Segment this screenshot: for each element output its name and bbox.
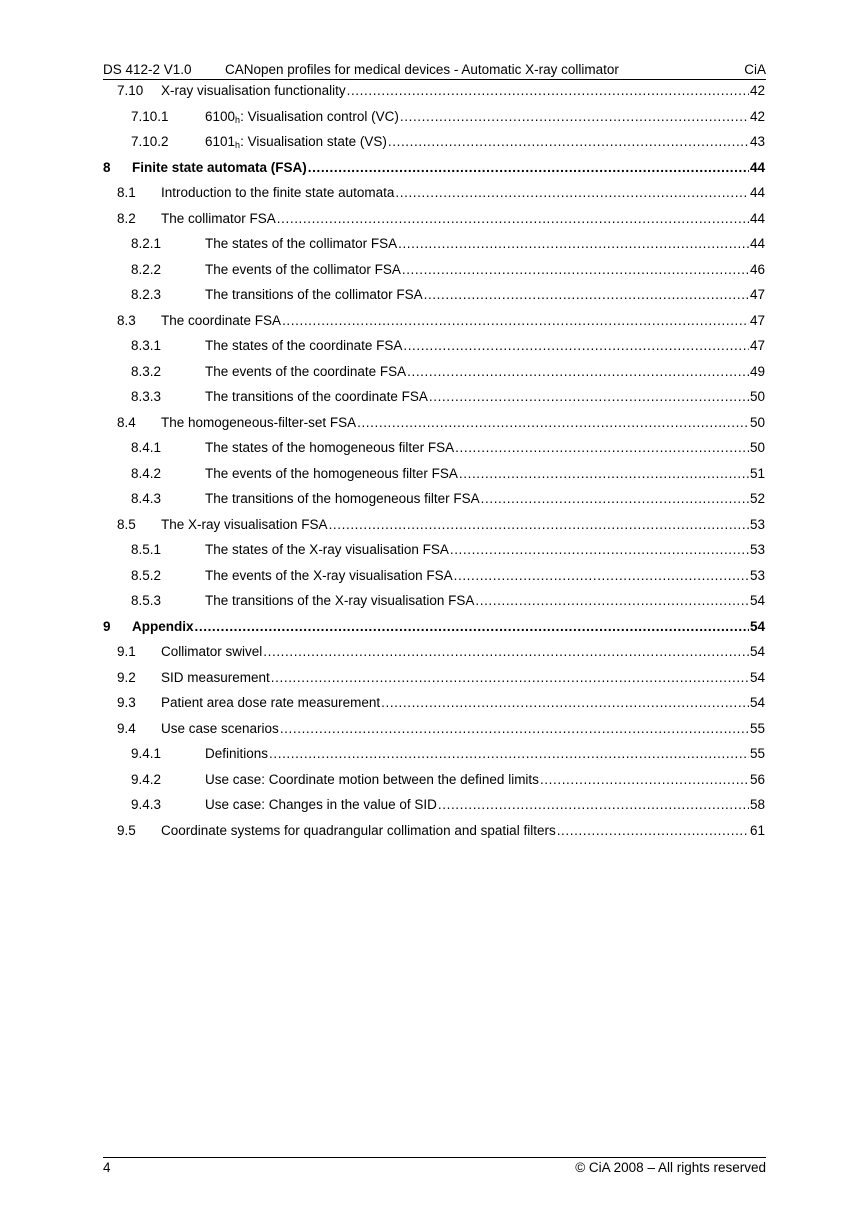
toc-entry-page: 42	[749, 83, 765, 98]
dot-leader	[402, 261, 749, 279]
toc-entry-title: The states of the coordinate FSA	[205, 338, 403, 353]
toc-entry-title-prefix: 6101	[205, 134, 236, 149]
dot-leader	[398, 235, 749, 253]
toc-entry-page: 56	[749, 771, 765, 787]
toc-entry[interactable]	[117, 694, 765, 712]
toc-entry-title	[205, 108, 399, 126]
toc-entry-page: 51	[749, 465, 765, 481]
dot-leader	[455, 439, 749, 457]
toc-entry[interactable]	[131, 108, 765, 126]
toc-entry[interactable]	[103, 159, 765, 177]
toc-entry-title: Use case: Coordinate motion between the defined limits	[205, 771, 539, 787]
toc-entry[interactable]	[131, 133, 765, 151]
toc-entry[interactable]	[131, 567, 765, 585]
toc-entry[interactable]	[117, 312, 765, 330]
header-rule	[103, 79, 766, 80]
toc-entry-number: 9.2	[117, 669, 136, 685]
toc-entry-title: Collimator swivel	[161, 644, 263, 659]
toc-entry-page: 52	[749, 491, 765, 506]
toc-entry-page: 50	[749, 414, 765, 430]
toc-entry-title: Patient area dose rate measurement	[161, 695, 381, 710]
toc-entry-page: 46	[749, 261, 765, 277]
toc-entry-number: 8.2.1	[131, 236, 162, 251]
dot-leader	[271, 669, 749, 687]
toc-entry-title: The events of the homogeneous filter FSA	[205, 465, 458, 481]
toc-entry[interactable]	[131, 796, 765, 814]
dot-leader	[407, 363, 749, 381]
toc-entry-page: 42	[749, 108, 765, 124]
toc-entry-number: 8.2.2	[131, 261, 162, 277]
dot-leader	[347, 82, 749, 100]
toc-entry-number: 9.4.2	[131, 771, 162, 787]
dot-leader	[429, 388, 749, 406]
toc-entry-page: 49	[749, 363, 765, 379]
toc-entry-title: The events of the coordinate FSA	[205, 363, 407, 379]
toc-entry-page: 54	[749, 695, 765, 710]
toc-entry-title-prefix: 6100	[205, 108, 236, 124]
toc-entry-number: 7.10.1	[131, 108, 169, 124]
toc-entry-title: Use case scenarios	[161, 720, 279, 736]
toc-entry-title: The events of the X-ray visualisation FSA	[205, 567, 453, 583]
toc-entry[interactable]	[131, 592, 765, 610]
toc-entry-page: 53	[749, 542, 765, 557]
header-org: CiA	[744, 62, 766, 77]
toc-entry-title: Definitions	[205, 746, 269, 761]
hex-suffix: h	[235, 114, 241, 125]
toc-entry-number: 8.3.2	[131, 363, 162, 379]
toc-entry-title: Coordinate systems for quadrangular collimation and spatial filters	[161, 822, 556, 838]
toc-entry[interactable]	[131, 465, 765, 483]
toc-entry[interactable]	[117, 643, 765, 661]
toc-entry-page: 58	[749, 797, 765, 812]
toc-entry-number: 8.4	[117, 414, 136, 430]
toc-entry-number: 9.1	[117, 644, 136, 659]
page-footer	[103, 1159, 766, 1177]
toc-entry-number: 9.3	[117, 695, 136, 710]
toc-entry-number: 8.2	[117, 210, 136, 226]
toc-entry-title: The states of the X-ray visualisation FSA	[205, 542, 449, 557]
toc-entry[interactable]	[131, 388, 765, 406]
toc-entry-number: 8.4.2	[131, 465, 162, 481]
footer-rule	[103, 1157, 766, 1158]
dot-leader	[459, 465, 749, 483]
toc-entry-page: 50	[749, 389, 765, 404]
dot-leader	[195, 618, 749, 636]
toc-entry[interactable]	[131, 771, 765, 789]
toc-entry-page: 54	[749, 618, 765, 634]
toc-entry-title: Use case: Changes in the value of SID	[205, 797, 437, 812]
dot-leader	[388, 133, 749, 151]
dot-leader	[263, 643, 749, 661]
toc-entry-title: The transitions of the homogeneous filter FSA	[205, 491, 480, 506]
toc-entry-title: X-ray visualisation functionality	[161, 83, 346, 98]
toc-entry-title: Finite state automata (FSA)	[132, 159, 307, 175]
toc-entry-title: The transitions of the collimator FSA	[205, 287, 423, 302]
toc-entry-page: 55	[749, 720, 765, 736]
toc-entry[interactable]	[117, 210, 765, 228]
dot-leader	[400, 108, 749, 126]
dot-leader	[438, 796, 749, 814]
dot-leader	[277, 210, 749, 228]
toc-entry-page: 54	[749, 593, 765, 608]
toc-entry[interactable]	[103, 618, 765, 636]
toc-entry-number: 8.5.2	[131, 567, 162, 583]
dot-leader	[329, 516, 749, 534]
toc-entry-number: 8.5	[117, 516, 136, 532]
toc-entry-title: The X-ray visualisation FSA	[161, 516, 328, 532]
toc-entry-title: SID measurement	[161, 669, 270, 685]
toc-entry[interactable]	[131, 235, 765, 253]
dot-leader	[475, 592, 749, 610]
toc-entry-number: 9	[103, 618, 111, 634]
toc-entry-number: 8.3.3	[131, 389, 162, 404]
toc-entry[interactable]	[117, 414, 765, 432]
toc-entry-number: 8.4.3	[131, 491, 162, 506]
toc-entry-title: The transitions of the X-ray visualisation FSA	[205, 593, 475, 608]
toc-entry[interactable]	[117, 184, 765, 202]
toc-entry-page: 44	[749, 159, 765, 175]
toc-entry-number: 9.5	[117, 822, 136, 838]
toc-entry-page: 61	[749, 822, 765, 838]
header-doc-id: DS 412-2 V1.0	[103, 62, 192, 77]
toc-entry-page: 44	[749, 185, 765, 200]
dot-leader	[357, 414, 749, 432]
toc-entry-page: 43	[749, 134, 765, 149]
dot-leader	[540, 771, 749, 789]
dot-leader	[395, 184, 749, 202]
toc-entry-number: 8.5.1	[131, 542, 162, 557]
toc-entry-number: 8.4.1	[131, 440, 162, 455]
toc-entry-number: 8.3.1	[131, 338, 162, 353]
toc-entry-title: The coordinate FSA	[161, 312, 282, 328]
toc-entry[interactable]	[131, 541, 765, 559]
toc-entry-page: 54	[749, 669, 765, 685]
toc-entry-page: 54	[749, 644, 765, 659]
toc-entry[interactable]	[117, 669, 765, 687]
toc-entry-page: 53	[749, 567, 765, 583]
toc-entry-number: 7.10	[117, 83, 144, 98]
toc-entry-number: 8.2.3	[131, 287, 162, 302]
toc-entry[interactable]	[117, 720, 765, 738]
dot-leader	[308, 159, 749, 177]
toc-entry[interactable]	[131, 490, 765, 508]
toc-entry-number: 9.4.1	[131, 746, 162, 761]
footer-copyright: © CiA 2008 – All rights reserved	[575, 1160, 766, 1175]
toc-entry[interactable]	[131, 439, 765, 457]
toc-entry-number: 8.1	[117, 185, 136, 200]
toc-entry[interactable]	[131, 745, 765, 763]
dot-leader	[454, 567, 749, 585]
toc-entry-title: The states of the homogeneous filter FSA	[205, 440, 455, 455]
toc-entry-title: The states of the collimator FSA	[205, 236, 398, 251]
footer-page-number: 4	[103, 1160, 111, 1175]
toc-entry-title: Introduction to the finite state automata	[161, 185, 395, 200]
toc-entry-number: 9.4	[117, 720, 136, 736]
toc-entry[interactable]	[117, 82, 765, 100]
toc-entry[interactable]	[131, 337, 765, 355]
toc-entry-number: 9.4.3	[131, 797, 162, 812]
toc-entry-page: 47	[749, 287, 765, 302]
toc-entry-number: 8	[103, 159, 111, 175]
dot-leader	[557, 822, 749, 840]
toc-entry-number: 7.10.2	[131, 134, 169, 149]
toc-entry-title: Appendix	[132, 618, 194, 634]
toc-entry-title: The homogeneous-filter-set FSA	[161, 414, 357, 430]
toc-entry-page: 47	[749, 338, 765, 353]
header-doc-title: CANopen profiles for medical devices - Automatic X-ray collimator	[225, 62, 619, 77]
toc-entry-title	[205, 133, 387, 151]
toc-entry-page: 44	[749, 236, 765, 251]
toc-entry-page: 50	[749, 440, 765, 455]
dot-leader	[403, 337, 749, 355]
page-header	[103, 61, 766, 79]
toc-entry[interactable]	[117, 516, 765, 534]
dot-leader	[450, 541, 749, 559]
toc-entry[interactable]	[131, 261, 765, 279]
toc-entry-page: 55	[749, 746, 765, 761]
toc-entry[interactable]	[117, 822, 765, 840]
toc-entry-title-rest: : Visualisation control (VC)	[240, 108, 399, 124]
dot-leader	[269, 745, 749, 763]
dot-leader	[481, 490, 749, 508]
toc-entry[interactable]	[131, 363, 765, 381]
dot-leader	[280, 720, 749, 738]
dot-leader	[424, 286, 749, 304]
hex-suffix: h	[235, 140, 241, 150]
dot-leader	[381, 694, 749, 712]
toc-entry-number: 8.3	[117, 312, 136, 328]
toc-entry-page: 47	[749, 312, 765, 328]
toc-entry-page: 44	[749, 210, 765, 226]
toc-entry-title: The transitions of the coordinate FSA	[205, 389, 428, 404]
toc-entry-title-rest: : Visualisation state (VS)	[240, 134, 387, 149]
toc-entry[interactable]	[131, 286, 765, 304]
toc-entry-title: The events of the collimator FSA	[205, 261, 401, 277]
dot-leader	[282, 312, 749, 330]
toc-entry-number: 8.5.3	[131, 593, 162, 608]
toc-entry-page: 53	[749, 516, 765, 532]
toc-entry-title: The collimator FSA	[161, 210, 276, 226]
